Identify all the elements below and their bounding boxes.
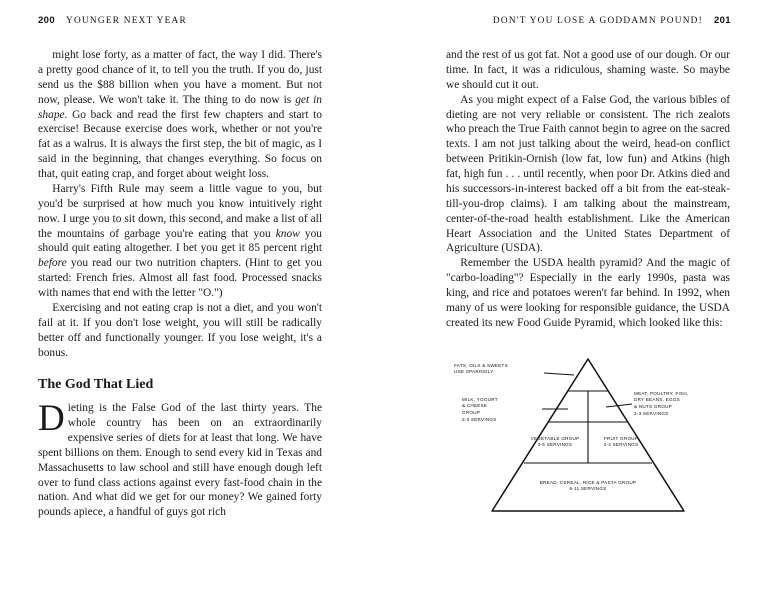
- paragraph: Remember the USDA health pyramid? And the magic of "carbo-loading"? Especially in the early 1990s, pasta was king, and rice and potatoes weren't far behind. In 1992, when many of us were looking for responsible guidance, the USDA created its new Food Guide Pyramid, which looked like this:: [446, 257, 730, 329]
- running-head-left: YOUNGER NEXT YEAR: [66, 16, 187, 26]
- pyramid-label-meat: MEAT, POULTRY, FISH, DRY BEANS, EGGS & NUTS GROUP 2-3 SERVINGS: [634, 390, 689, 416]
- drop-cap: D: [38, 401, 65, 440]
- folio-right: 201: [713, 15, 731, 26]
- paragraph: Harry's Fifth Rule may seem a little vague to you, but you'd be surprised at how much you know intuitively right now. I urge you to sit down, this second, and make a list of all the mountains of garbage you're eating that you know you should quit eating altogether. I bet you get it 85 percent right before you read our two nutrition chapters. (Hint to get you started: French fries. Almost all fast food. Processed snacks with names that end with the letter "O."): [38, 182, 322, 299]
- dropcap-paragraph-text: ieting is the False God of the last thirty years. The whole country has been on an extraordinarily expensive series of diets for at least that long. We have spent billions on them. Enough to send every kid in Texas and Massachusetts to law school and still have enough dough left over to fund class actions against every fast-food chain in the nation. And what did we get for our money? We gained forty pounds apiece, a handful of guys got rich: [38, 402, 322, 519]
- running-head: [0, 14, 769, 36]
- paragraph: As you might expect of a False God, the various bibles of dieting are not very reliable or consistent. The rich zealots who preach the True Faith cannot begin to agree on the sacred texts. I am not just talking about the weird, head-on conflict between Pritikin-Ornish (low fat, low fun) and Atkins (high fat, high fun . . . until recently, when poor Dr. Atkins died and his successors-in-interest backed off a bit from the eat-steak-till-you-drop claims). I am talking about the mainstream, center-of-the-road health establishment. Like the American Heart Association and the United States Department of Agriculture (USDA).: [446, 93, 730, 255]
- pyramid-label-bread: BREAD, CEREAL, RICE & PASTA GROUP 6-11 SERVINGS: [539, 479, 637, 492]
- left-page-text-column: [38, 48, 322, 520]
- pyramid-label-milk: MILK, YOGURT & CHEESE GROUP 2-3 SERVINGS: [462, 396, 498, 422]
- pyramid-label-fruit: FRUIT GROUP 2-4 SERVINGS: [603, 435, 639, 448]
- dropcap-paragraph: [38, 401, 322, 520]
- paragraph: Exercising and not eating crap is not a diet, and you won't fail at it. If you don't lose weight, you will still be radically better off and functionally younger. If you lose weight, it's a bonus.: [38, 301, 322, 359]
- folio-left: 200: [38, 15, 56, 26]
- section-subhead: The God That Lied: [38, 377, 154, 393]
- food-pyramid-figure: [446, 341, 730, 526]
- paragraph: and the rest of us got fat. Not a good use of our dough. Or our time. In fact, it was a ridiculous, shaming waste. So maybe we should cut it out.: [446, 49, 730, 91]
- pyramid-label-vegetable: VEGETABLE GROUP 3-5 SERVINGS: [530, 435, 580, 448]
- pyramid-label-fats: FATS, OILS & SWEETS USE SPARINGLY: [454, 362, 508, 375]
- paragraph: might lose forty, as a matter of fact, the way I did. There's a pretty good chance of it, to tell you the truth. If you do, just send us the $88 billion when you have a moment. But not now, please. We won't take it. The thing to do now is get in shape. Go back and read the first few chapters and start to exercise! Because exercise does work, whether or not you're fat as a walrus. It is always the first step, the bit of magic, as I said in the beginning, that changes everything. So focus on that, quit eating crap, and forget about weight loss.: [38, 49, 322, 180]
- running-head-right: DON'T YOU LOSE A GODDAMN POUND!: [492, 16, 703, 26]
- right-page-text-column: [446, 48, 730, 526]
